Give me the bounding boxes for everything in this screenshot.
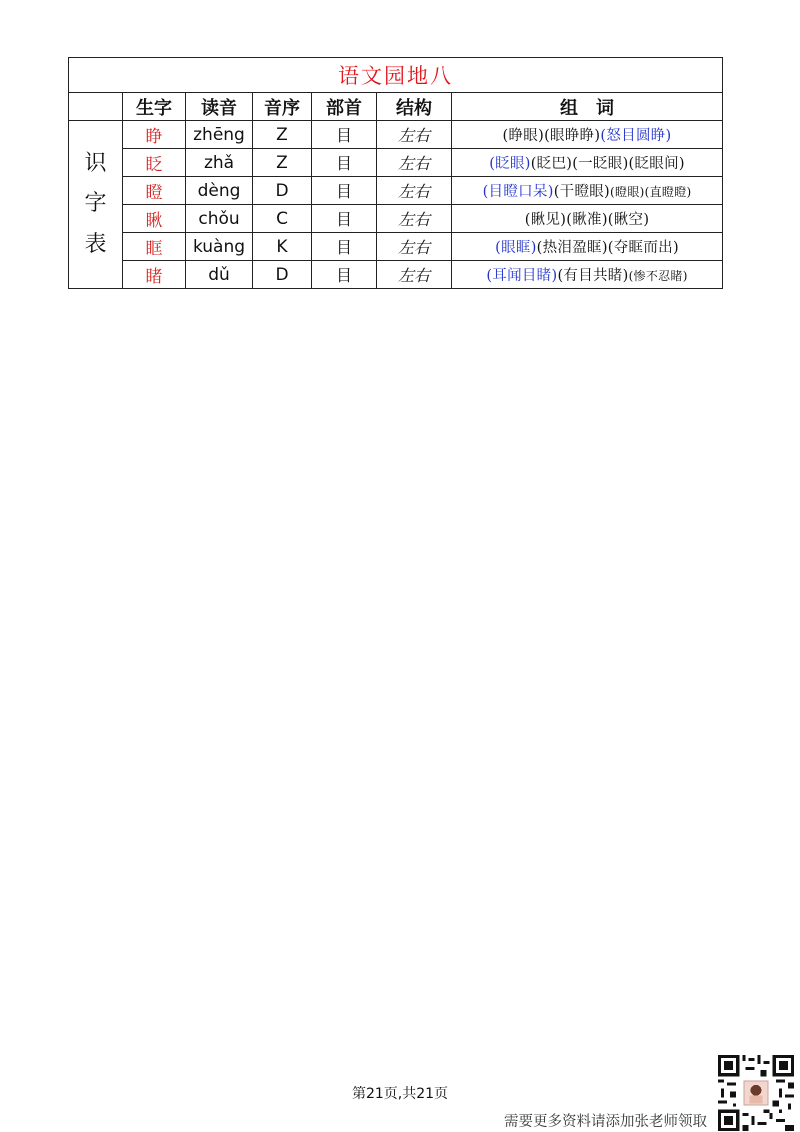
pinyin: dǔ [186, 261, 253, 289]
word-group [452, 233, 723, 261]
word-item: (眼睁睁) [544, 128, 601, 144]
radical: 目 [312, 233, 377, 261]
word-group [452, 205, 723, 233]
new-character: 眨 [123, 149, 186, 177]
word-item: (眼眶) [495, 240, 537, 256]
word-group [452, 121, 723, 149]
table-row [69, 177, 723, 205]
word-item: (有目共睹) [557, 268, 629, 284]
structure: 左右 [377, 149, 452, 177]
phonetic-sequence: C [253, 205, 312, 233]
pinyin: dèng [186, 177, 253, 205]
header-structure: 结构 [377, 93, 452, 121]
word-item: (眨眼) [489, 156, 531, 172]
pinyin: zhǎ [186, 149, 253, 177]
word-item: (瞅准) [566, 212, 608, 228]
phonetic-sequence: K [253, 233, 312, 261]
structure: 左右 [377, 205, 452, 233]
header-row [69, 93, 723, 121]
structure: 左右 [377, 177, 452, 205]
new-character: 瞪 [123, 177, 186, 205]
radical: 目 [312, 149, 377, 177]
header-sequence: 音序 [253, 93, 312, 121]
table-row [69, 205, 723, 233]
side-label-char: 表 [84, 231, 107, 257]
word-item: (眨眼间) [628, 156, 685, 172]
pinyin: zhēng [186, 121, 253, 149]
phonetic-sequence: D [253, 261, 312, 289]
header-words: 组 词 [452, 93, 723, 121]
radical: 目 [312, 121, 377, 149]
side-label-char: 识 [84, 150, 107, 176]
side-label [69, 121, 123, 289]
new-character: 睁 [123, 121, 186, 149]
new-character: 睹 [123, 261, 186, 289]
word-item: (一眨眼) [572, 156, 629, 172]
footer-note: 需要更多资料请添加张老师领取 [504, 1114, 707, 1130]
page-number: 第21页,共21页 [351, 1086, 449, 1102]
word-group [452, 149, 723, 177]
phonetic-sequence: Z [253, 149, 312, 177]
radical: 目 [312, 205, 377, 233]
qr-code [718, 1055, 794, 1131]
word-item: (怒目圆睁) [600, 128, 672, 144]
word-item: (睁眼) [502, 128, 545, 144]
word-item: (瞅空) [607, 212, 650, 228]
header-char: 生字 [123, 93, 186, 121]
table-row [69, 233, 723, 261]
header-radical: 部首 [312, 93, 377, 121]
vocabulary-table [68, 57, 723, 289]
word-item: (眨巴) [530, 156, 573, 172]
header-pinyin: 读音 [186, 93, 253, 121]
word-item: (热泪盈眶) [536, 240, 608, 256]
table-title: 语文园地八 [69, 58, 723, 93]
structure: 左右 [377, 261, 452, 289]
word-item: (瞅见) [524, 212, 567, 228]
phonetic-sequence: Z [253, 121, 312, 149]
phonetic-sequence: D [253, 177, 312, 205]
word-item: (耳闻目睹) [486, 268, 558, 284]
table-row [69, 121, 723, 149]
new-character: 瞅 [123, 205, 186, 233]
word-item: (目瞪口呆) [482, 184, 554, 200]
side-label-char: 字 [84, 191, 107, 217]
word-item: (瞪眼) [610, 185, 645, 199]
word-item: (直瞪瞪) [644, 185, 692, 199]
table-row [69, 261, 723, 289]
word-item: (惨不忍睹) [628, 269, 688, 283]
pinyin: chǒu [186, 205, 253, 233]
structure: 左右 [377, 233, 452, 261]
radical: 目 [312, 261, 377, 289]
word-group [452, 177, 723, 205]
pinyin: kuàng [186, 233, 253, 261]
structure: 左右 [377, 121, 452, 149]
word-item: (夺眶而出) [607, 240, 679, 256]
table-row [69, 149, 723, 177]
word-group [452, 261, 723, 289]
word-item: (干瞪眼) [553, 184, 611, 200]
radical: 目 [312, 177, 377, 205]
header-blank [69, 93, 123, 121]
new-character: 眶 [123, 233, 186, 261]
